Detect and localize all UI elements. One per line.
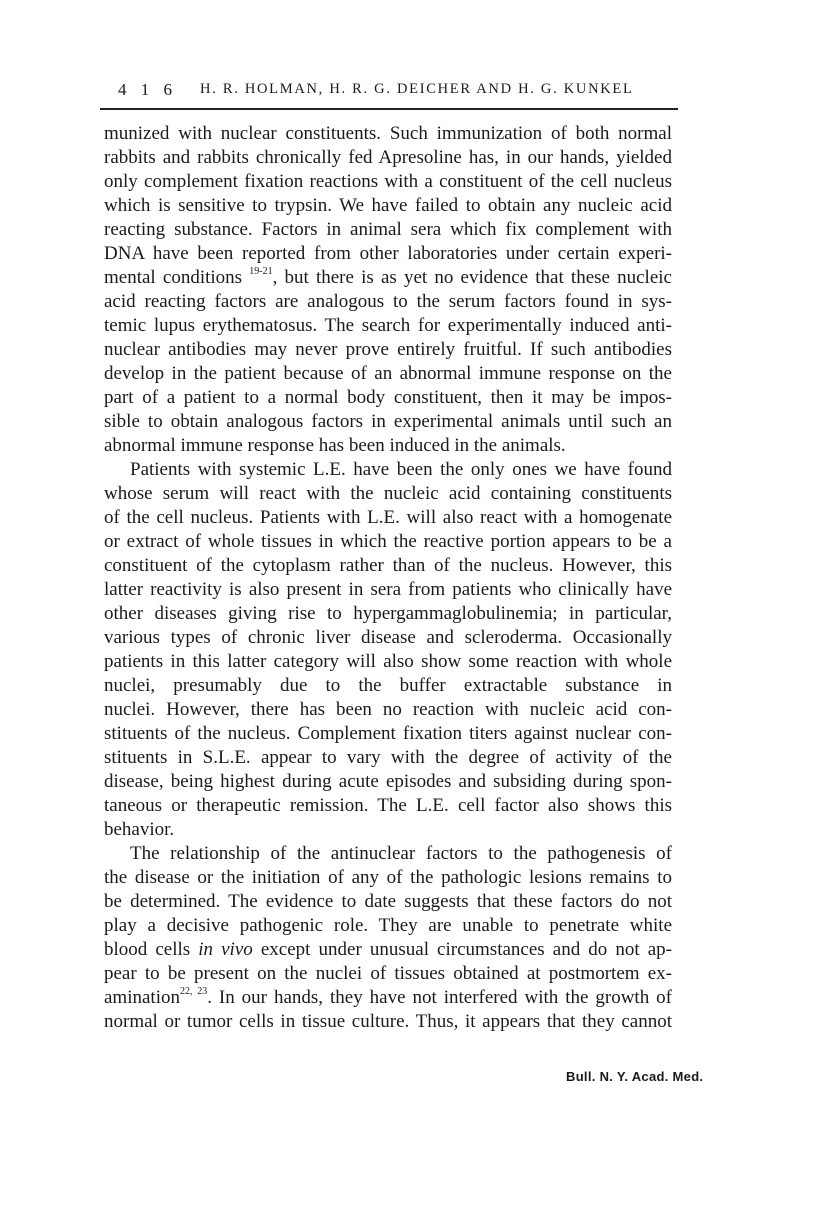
text-line: disease, being highest during acute episodes and subsiding during spon- (104, 771, 672, 792)
text-line (104, 266, 672, 290)
text-line: nuclei, presumably due to the buffer extractable substance in (104, 675, 672, 696)
text-run: , but there is as yet no evidence that these nucleic (272, 267, 672, 288)
text-line: reacting substance. Factors in animal sera which fix complement with (104, 219, 672, 240)
text-line: behavior. (104, 819, 175, 840)
citation-superscript: 22, 23 (179, 986, 208, 997)
text-line: DNA have been reported from other laboratories under certain experi- (104, 243, 672, 264)
text-run: except under unusual circumstances and do not ap- (252, 939, 672, 960)
text-run: mental conditions (104, 267, 250, 288)
text-line: taneous or therapeutic remission. The L.E. cell factor also shows this (104, 795, 672, 816)
text-line: patients in this latter category will also show some reaction with whole (104, 651, 672, 672)
text-line: develop in the patient because of an abnormal immune response on the (104, 363, 672, 384)
text-line: munized with nuclear constituents. Such immunization of both normal (104, 123, 672, 144)
running-head (118, 80, 676, 106)
text-line: pear to be present on the nuclei of tissues obtained at postmortem ex- (104, 963, 672, 984)
text-line: nuclei. However, there has been no reaction with nucleic acid con- (104, 699, 672, 720)
text-line: be determined. The evidence to date suggests that these factors do not (104, 891, 672, 912)
footer-journal-name: Bull. N. Y. Acad. Med. (566, 1069, 704, 1084)
text-line: the disease or the initiation of any of the pathologic lesions remains to (104, 867, 672, 888)
text-run: amination (104, 987, 180, 1008)
text-line: nuclear antibodies may never prove entirely fruitful. If such antibodies (104, 339, 672, 360)
text-line: sible to obtain analogous factors in experimental animals until such an (104, 411, 672, 432)
text-line (104, 986, 672, 1010)
text-run: . In our hands, they have not interfered with the growth of (207, 987, 672, 1008)
body-text (104, 122, 672, 1034)
text-line: which is sensitive to trypsin. We have failed to obtain any nucleic acid (104, 195, 672, 216)
text-line: acid reacting factors are analogous to the serum factors found in sys- (104, 291, 672, 312)
text-line: or extract of whole tissues in which the reactive portion appears to be a (104, 531, 672, 552)
text-line: of the cell nucleus. Patients with L.E. will also react with a homogenate (104, 507, 672, 528)
paragraph-start-line: Patients with systemic L.E. have been the only ones we have found (130, 459, 672, 480)
text-line: rabbits and rabbits chronically fed Apresoline has, in our hands, yielded (104, 147, 672, 168)
text-line: various types of chronic liver disease and scleroderma. Occasionally (104, 627, 672, 648)
text-line: constituent of the cytoplasm rather than of the nucleus. However, this (104, 555, 672, 576)
text-line: other diseases giving rise to hypergammaglobulinemia; in particular, (104, 603, 672, 624)
text-line: play a decisive pathogenic role. They are unable to penetrate white (104, 915, 672, 936)
text-line: stituents in S.L.E. appear to vary with the degree of activity of the (104, 747, 672, 768)
citation-superscript: 19-21 (249, 266, 273, 277)
page-number: 4 1 6 (118, 80, 177, 99)
text-line: latter reactivity is also present in sera from patients who clinically have (104, 579, 672, 600)
text-line: only complement fixation reactions with a constituent of the cell nucleus (104, 171, 672, 192)
text-line: whose serum will react with the nucleic acid containing constituents (104, 483, 672, 504)
text-line: stituents of the nucleus. Complement fixation titers against nuclear con- (104, 723, 672, 744)
header-rule (100, 108, 678, 110)
text-line: part of a patient to a normal body constituent, then it may be impos- (104, 387, 672, 408)
paragraph-start-line: The relationship of the antinuclear factors to the pathogenesis of (130, 843, 672, 864)
italic-term: in vivo (198, 939, 253, 960)
text-run: blood cells (104, 939, 199, 960)
text-line: temic lupus erythematosus. The search for experimentally induced anti- (104, 315, 672, 336)
text-line: abnormal immune response has been induced in the animals. (104, 435, 566, 456)
text-line: normal or tumor cells in tissue culture. Thus, it appears that they cannot (104, 1011, 672, 1032)
running-head-authors: H. R. HOLMAN, H. R. G. DEICHER AND H. G. KUNKEL (200, 81, 634, 97)
text-line (104, 938, 672, 962)
